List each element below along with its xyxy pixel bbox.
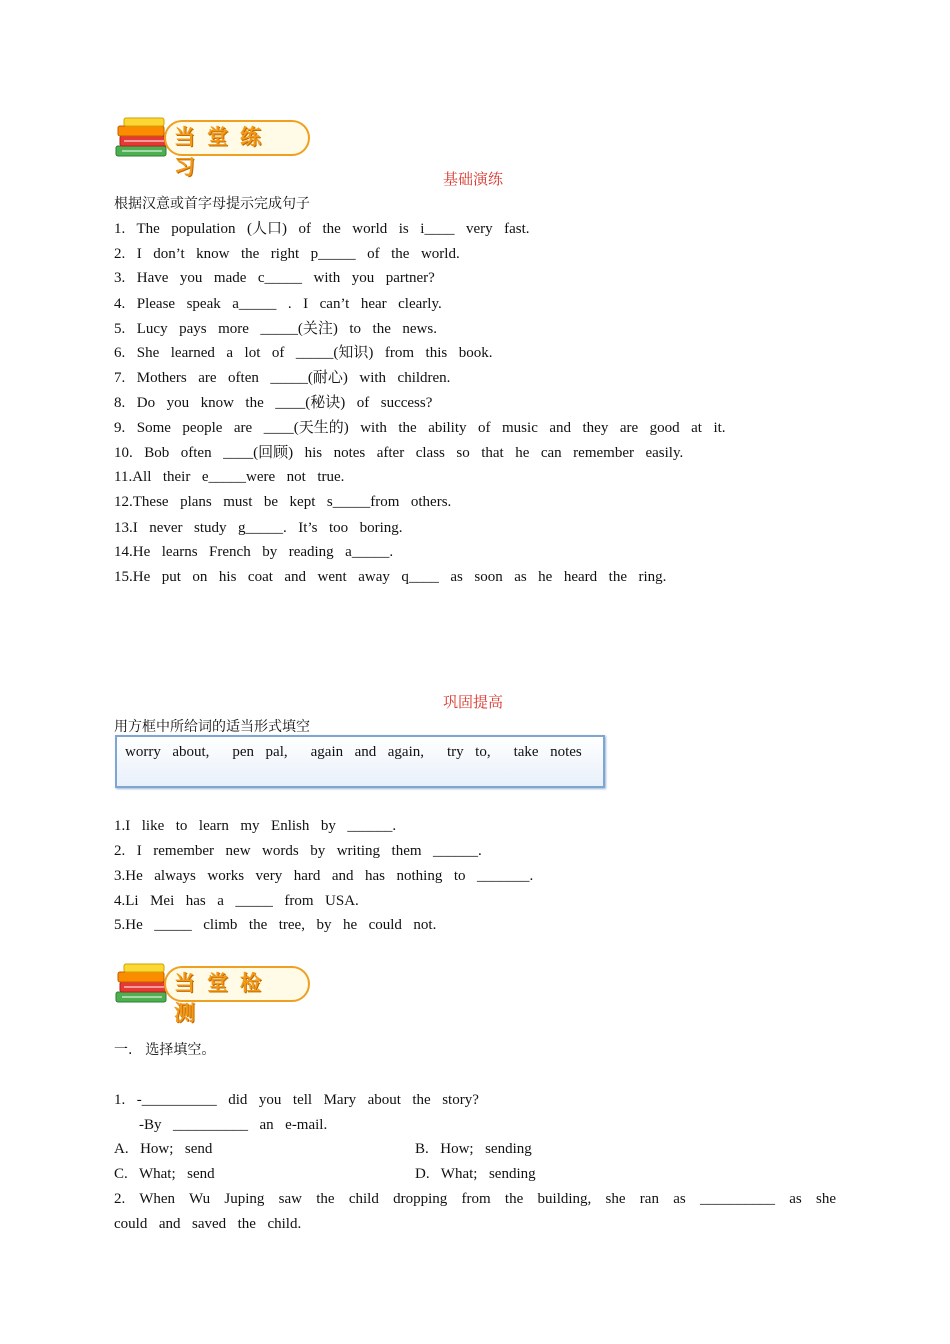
question-1-line2: -By __________ an e-mail. xyxy=(139,1117,328,1133)
list-item: 7. Mothers are often _____(耐心) with children. xyxy=(114,370,451,386)
word-box xyxy=(115,735,605,788)
banner-class-practice xyxy=(114,114,310,179)
list-item: 15.He put on his coat and went away q____ as soon as he heard the ring. xyxy=(114,569,667,585)
list-item: 1. The population (人口) of the world is i____ very fast. xyxy=(114,221,530,237)
banner-title: 当堂练习 xyxy=(174,125,273,179)
list-item: 12.These plans must be kept s_____from others. xyxy=(114,494,452,510)
list-item: 13.I never study g_____. It’s too boring. xyxy=(114,520,403,536)
list-item: 5. Lucy pays more _____(关注) to the news. xyxy=(114,321,437,337)
list-item: 6. She learned a lot of _____(知识) from this book. xyxy=(114,345,493,361)
list-item: 4.Li Mei has a _____ from USA. xyxy=(114,893,359,909)
list-item: 11.All their e_____were not true. xyxy=(114,469,345,485)
option-a: A. How; send xyxy=(114,1141,213,1157)
question-2-line2: could and saved the child. xyxy=(114,1216,302,1232)
heading-basic-practice: 基础演练 xyxy=(443,170,504,188)
banner-title: 当堂检测 xyxy=(174,971,273,1025)
list-item: 5.He _____ climb the tree, by he could not. xyxy=(114,917,437,933)
list-item: 3. Have you made c_____ with you partner? xyxy=(114,270,435,286)
list-item: 8. Do you know the ____(秘诀) of success? xyxy=(114,395,433,411)
list-item: 2. I remember new words by writing them ______. xyxy=(114,843,482,859)
question-1-line1: 1. -__________ did you tell Mary about the story? xyxy=(114,1092,479,1108)
list-item: 3.He always works very hard and has nothing to _______. xyxy=(114,868,534,884)
list-item: 9. Some people are ____(天生的) with the ability of music and they are good at it. xyxy=(114,420,726,436)
instruction-1: 根据汉意或首字母提示完成句子 xyxy=(114,196,310,212)
list-item: 2. I don’t know the right p_____ of the world. xyxy=(114,246,460,262)
part-title: 一. 选择填空。 xyxy=(114,1042,216,1058)
option-d: D. What; sending xyxy=(415,1166,536,1182)
option-b: B. How; sending xyxy=(415,1141,532,1157)
option-c: C. What; send xyxy=(114,1166,215,1182)
instruction-2: 用方框中所给词的适当形式填空 xyxy=(114,719,310,735)
question-2-line1: 2. When Wu Juping saw the child dropping from the building, she ran as __________ as she xyxy=(114,1191,836,1207)
heading-consolidation: 巩固提高 xyxy=(443,693,504,711)
list-item: 10. Bob often ____(回顾) his notes after class so that he can remember easily. xyxy=(114,445,684,461)
list-item: 14.He learns French by reading a_____. xyxy=(114,544,394,560)
list-item: 4. Please speak a_____ . I can’t hear clearly. xyxy=(114,296,442,312)
word-box-text: worry about, pen pal, again and again, try to, take notes xyxy=(125,744,582,760)
list-item: 1.I like to learn my Enlish by ______. xyxy=(114,818,397,834)
banner-class-test xyxy=(114,960,310,1025)
